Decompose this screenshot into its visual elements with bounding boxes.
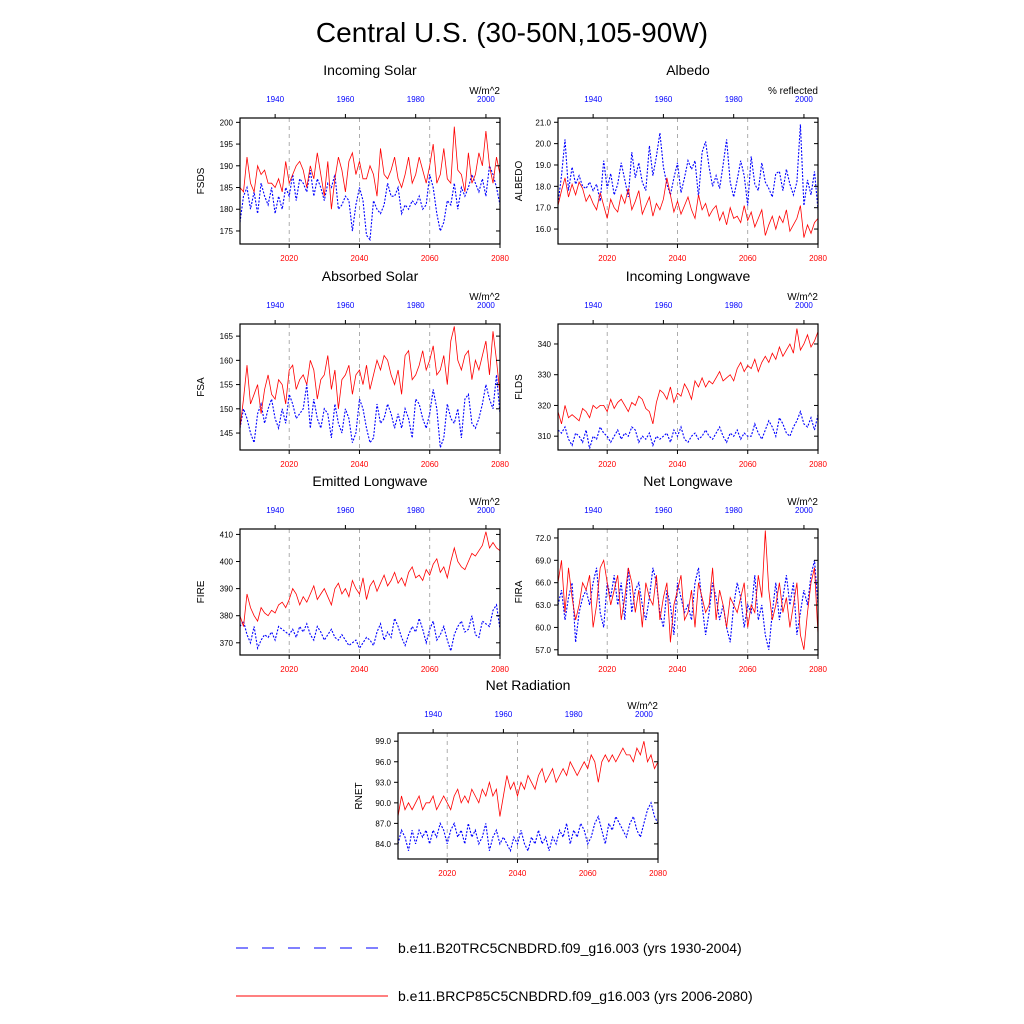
y-tick-label: 180	[219, 205, 233, 215]
series-line-2006-2080	[240, 532, 500, 627]
x-tick-label-bottom: 2060	[738, 460, 757, 469]
y-tick-label: 87.0	[375, 819, 391, 829]
x-tick-label-bottom: 2060	[420, 460, 439, 469]
panel-title: Net Radiation	[485, 677, 571, 693]
x-tick-label-bottom: 2020	[438, 869, 457, 878]
x-tick-label-top: 1940	[266, 506, 285, 515]
y-tick-label: 16.0	[535, 225, 551, 235]
x-tick-label-top: 2000	[795, 95, 813, 104]
legend	[236, 940, 753, 1004]
series-line-1930-2004	[398, 803, 658, 851]
x-tick-label-bottom: 2060	[738, 665, 757, 674]
x-tick-label-top: 1980	[406, 95, 425, 104]
series-line-1930-2004	[240, 375, 500, 448]
units-label: % reflected	[767, 86, 818, 97]
y-axis-label: FSA	[196, 377, 207, 397]
series-line-1930-2004	[558, 412, 818, 449]
x-tick-label-bottom: 2020	[598, 254, 617, 263]
y-tick-label: 380	[219, 611, 233, 621]
series-line-2006-2080	[398, 741, 658, 816]
x-tick-label-bottom: 2060	[420, 254, 439, 263]
y-tick-label: 90.0	[375, 798, 391, 808]
x-tick-label-bottom: 2040	[668, 460, 687, 469]
x-tick-label-bottom: 2020	[598, 665, 617, 674]
chart-panel-flds	[514, 268, 827, 469]
panel-title: Absorbed Solar	[321, 268, 419, 284]
x-tick-label-top: 1960	[654, 506, 673, 515]
x-tick-label-bottom: 2040	[350, 665, 369, 674]
chart-panel-fire	[196, 473, 509, 674]
x-tick-label-bottom: 2040	[668, 665, 687, 674]
units-label: W/m^2	[787, 292, 818, 303]
y-tick-label: 200	[219, 118, 233, 128]
y-tick-label: 320	[537, 401, 551, 411]
y-tick-label: 145	[219, 429, 233, 439]
legend-label-future: b.e11.BRCP85C5CNBDRD.f09_g16.003 (yrs 2006-2080)	[398, 988, 753, 1004]
panel-title: Incoming Solar	[323, 62, 417, 78]
chart-panel-fsds	[196, 62, 509, 263]
y-tick-label: 20.0	[535, 139, 551, 149]
x-tick-label-bottom: 2040	[668, 254, 687, 263]
x-tick-label-top: 1980	[564, 710, 583, 719]
y-tick-label: 330	[537, 370, 551, 380]
x-tick-label-bottom: 2020	[280, 665, 299, 674]
x-tick-label-bottom: 2080	[491, 254, 509, 263]
plot-frame	[240, 529, 500, 655]
y-tick-label: 19.0	[535, 160, 551, 170]
x-tick-label-top: 1980	[406, 506, 425, 515]
plot-frame	[558, 324, 818, 450]
x-tick-label-bottom: 2080	[649, 869, 667, 878]
x-tick-label-bottom: 2060	[738, 254, 757, 263]
x-tick-label-bottom: 2040	[508, 869, 527, 878]
panel-title: Albedo	[666, 62, 710, 78]
series-line-1930-2004	[558, 560, 818, 650]
y-tick-label: 175	[219, 226, 233, 236]
x-tick-label-top: 2000	[477, 301, 495, 310]
units-label: W/m^2	[469, 292, 500, 303]
y-tick-label: 69.0	[535, 556, 551, 566]
x-tick-label-top: 1940	[266, 95, 285, 104]
y-tick-label: 160	[219, 356, 233, 366]
x-tick-label-top: 1960	[336, 301, 355, 310]
x-tick-label-top: 1960	[336, 506, 355, 515]
y-axis-label: RNET	[354, 782, 365, 810]
y-axis-label: FLDS	[514, 374, 525, 400]
x-tick-label-bottom: 2080	[809, 665, 827, 674]
x-tick-label-top: 1940	[424, 710, 443, 719]
panel-title: Emitted Longwave	[312, 473, 428, 489]
figure-title: Central U.S. (30-50N,105-90W)	[315, 17, 709, 48]
plot-frame	[398, 733, 658, 859]
y-tick-label: 155	[219, 380, 233, 390]
x-tick-label-bottom: 2060	[578, 869, 597, 878]
x-tick-label-top: 1960	[336, 95, 355, 104]
y-tick-label: 63.0	[535, 601, 551, 611]
series-line-2006-2080	[240, 127, 500, 210]
y-tick-label: 195	[219, 140, 233, 150]
series-line-2006-2080	[240, 326, 500, 428]
y-tick-label: 18.0	[535, 182, 551, 192]
x-tick-label-top: 1980	[724, 506, 743, 515]
x-tick-label-bottom: 2040	[350, 460, 369, 469]
x-tick-label-bottom: 2020	[598, 460, 617, 469]
y-tick-label: 310	[537, 432, 551, 442]
x-tick-label-top: 1980	[724, 95, 743, 104]
y-tick-label: 60.0	[535, 623, 551, 633]
x-tick-label-top: 1940	[266, 301, 285, 310]
y-axis-label: ALBEDO	[514, 160, 525, 202]
x-tick-label-bottom: 2080	[491, 460, 509, 469]
x-tick-label-bottom: 2040	[350, 254, 369, 263]
y-tick-label: 99.0	[375, 737, 391, 747]
series-line-2006-2080	[558, 329, 818, 424]
plot-frame	[558, 529, 818, 655]
x-tick-label-top: 2000	[795, 506, 813, 515]
plot-frame	[558, 118, 818, 244]
y-tick-label: 66.0	[535, 578, 551, 588]
y-tick-label: 150	[219, 404, 233, 414]
x-tick-label-top: 1960	[654, 95, 673, 104]
units-label: W/m^2	[469, 86, 500, 97]
panel-title: Incoming Longwave	[625, 268, 751, 284]
units-label: W/m^2	[627, 701, 658, 712]
y-tick-label: 185	[219, 183, 233, 193]
y-tick-label: 72.0	[535, 533, 551, 543]
panel-title: Net Longwave	[643, 473, 733, 489]
y-axis-label: FIRA	[514, 580, 525, 604]
chart-panel-fsa	[196, 268, 509, 469]
y-tick-label: 93.0	[375, 778, 391, 788]
y-tick-label: 370	[219, 638, 233, 648]
legend-label-historical: b.e11.B20TRC5CNBDRD.f09_g16.003 (yrs 1930-2004)	[398, 940, 742, 956]
units-label: W/m^2	[469, 497, 500, 508]
y-axis-label: FSDS	[196, 167, 207, 195]
units-label: W/m^2	[787, 497, 818, 508]
y-axis-label: FIRE	[196, 580, 207, 604]
y-tick-label: 190	[219, 161, 233, 171]
x-tick-label-top: 1960	[654, 301, 673, 310]
chart-panel-fira	[514, 473, 827, 674]
x-tick-label-bottom: 2020	[280, 460, 299, 469]
chart-panel-albedo	[514, 62, 827, 263]
x-tick-label-bottom: 2080	[491, 665, 509, 674]
y-tick-label: 21.0	[535, 118, 551, 128]
y-tick-label: 400	[219, 557, 233, 567]
x-tick-label-top: 2000	[477, 95, 495, 104]
y-tick-label: 410	[219, 530, 233, 540]
y-tick-label: 340	[537, 339, 551, 349]
x-tick-label-top: 1960	[494, 710, 513, 719]
chart-panel-rnet	[354, 677, 667, 878]
x-tick-label-top: 2000	[795, 301, 813, 310]
y-tick-label: 96.0	[375, 757, 391, 767]
y-tick-label: 17.0	[535, 203, 551, 213]
x-tick-label-bottom: 2020	[280, 254, 299, 263]
y-tick-label: 390	[219, 584, 233, 594]
series-line-1930-2004	[240, 605, 500, 651]
x-tick-label-bottom: 2080	[809, 254, 827, 263]
series-line-2006-2080	[558, 531, 818, 650]
x-tick-label-top: 1940	[584, 95, 603, 104]
y-tick-label: 165	[219, 332, 233, 342]
y-tick-label: 84.0	[375, 839, 391, 849]
x-tick-label-top: 1980	[724, 301, 743, 310]
x-tick-label-top: 2000	[635, 710, 653, 719]
x-tick-label-top: 1940	[584, 506, 603, 515]
x-tick-label-top: 1980	[406, 301, 425, 310]
series-line-1930-2004	[240, 166, 500, 240]
x-tick-label-bottom: 2080	[809, 460, 827, 469]
x-tick-label-bottom: 2060	[420, 665, 439, 674]
y-tick-label: 57.0	[535, 645, 551, 655]
x-tick-label-top: 2000	[477, 506, 495, 515]
x-tick-label-top: 1940	[584, 301, 603, 310]
